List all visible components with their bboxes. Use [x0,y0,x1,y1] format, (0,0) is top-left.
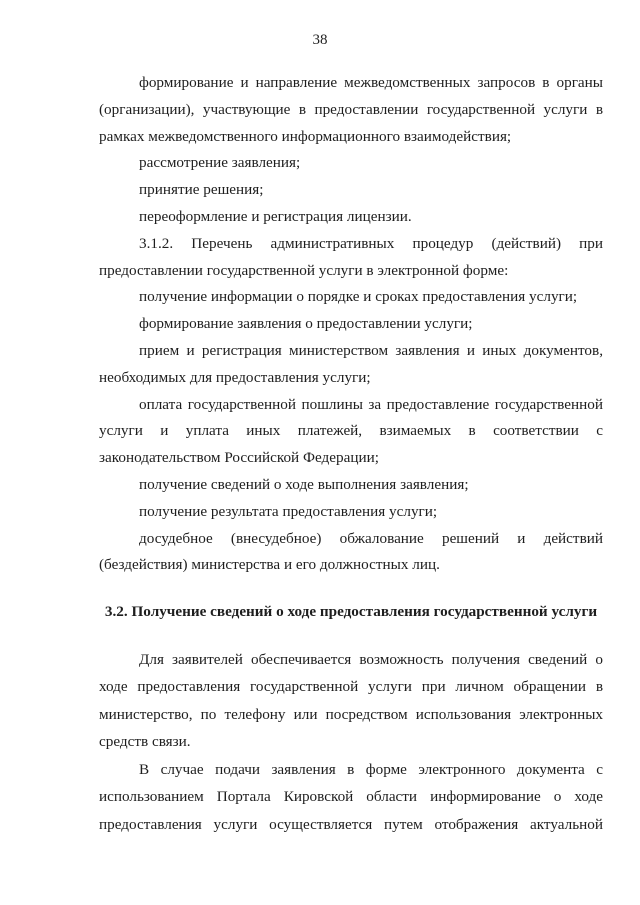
paragraph-review-application: рассмотрение заявления; [139,154,301,172]
document-body [99,70,603,838]
paragraph-form-application: формирование заявления о предоставлении услуги; [139,315,473,333]
paragraph-interagency-requests: формирование и направление межведомственных запросов в органы (организации), участвующие в предоставлении государственной услуги в рамках межведомственного информационного взаимодействия; [99,74,603,145]
paragraph-license-reissue: переоформление и регистрация лицензии. [139,207,412,225]
paragraph-payment: оплата государственной пошлины за предоставление государственной услуги и уплата иных платежей, взимаемых в соответствии с законодательством Российской Федерации; [99,395,603,467]
paragraph-decision: принятие решения; [139,181,264,199]
paragraph-get-result: получение результата предоставления услуги; [139,502,438,520]
paragraph-subsection-3-1-2: 3.1.2. Перечень административных процедур (действий) при предоставлении государственной услуги в электронной форме: [99,234,603,279]
section-heading-3-2: 3.2. Получение сведений о ходе предоставления государственной услуги [104,603,598,621]
paragraph-appeal: досудебное (внесудебное) обжалование решений и действий (бездействия) министерства и его должностных лиц. [99,529,603,574]
paragraph-applicant-info: Для заявителей обеспечивается возможность получения сведений о ходе предоставления государственной услуги при личном обращении в министерство, по телефону или посредством использования электронных средств связи. [99,650,603,751]
paragraph-get-info: получение информации о порядке и сроках предоставления услуги; [139,288,578,306]
paragraph-electronic-submission: В случае подачи заявления в форме электронного документа с использованием Портала Кировской области информирование о ходе предоставления услуги осуществляется путем отображения актуальной [99,760,603,833]
paragraph-registration: прием и регистрация министерством заявления и иных документов, необходимых для предоставления услуги; [99,341,603,386]
page-number: 38 [312,32,328,48]
paragraph-status-info: получение сведений о ходе выполнения заявления; [139,475,469,493]
